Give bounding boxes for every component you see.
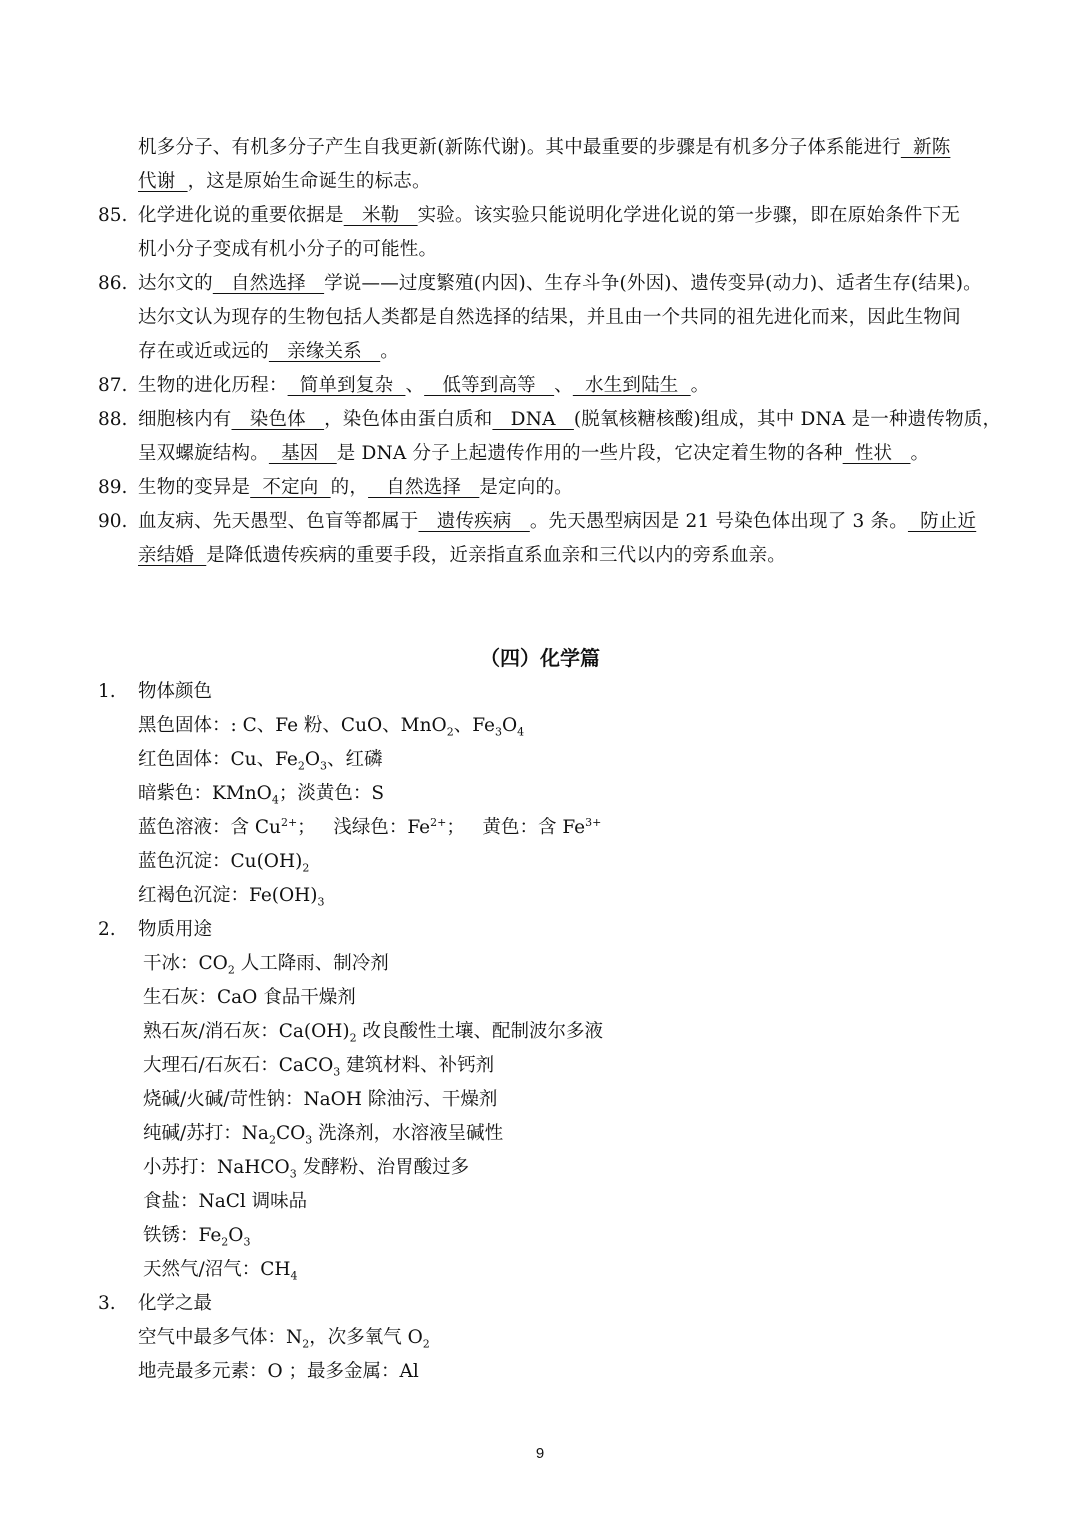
answer-blank: 遗传疾病: [418, 511, 530, 532]
answer-blank: 防止近: [907, 511, 977, 532]
answer-blank: 水生到陆生: [572, 375, 691, 396]
item-number: 87.: [98, 375, 128, 396]
text-line: 纯碱/苏打：$Na_2CO_3$ 洗涤剂，水溶液呈碱性: [143, 1123, 504, 1147]
answer-blank: 新陈: [900, 137, 951, 158]
text-line: 亲结婚 是降低遗传疾病的重要手段，近亲指直系血亲和三代以内的旁系血亲。: [138, 545, 786, 566]
item-number: 86.: [98, 273, 128, 294]
answer-blank: 代谢: [138, 171, 188, 192]
answer-blank: 米勒: [343, 205, 418, 226]
answer-blank: 染色体: [231, 409, 325, 430]
text-line: 生石灰：CaO 食品干燥剂: [143, 987, 356, 1008]
item-number: 89.: [98, 477, 128, 498]
answer-blank: 亲缘关系: [268, 341, 381, 362]
text-line: 烧碱/火碱/苛性钠：NaOH 除油污、干燥剂: [143, 1089, 498, 1110]
text-line: 代谢 ，这是原始生命诞生的标志。: [138, 171, 431, 192]
text-line: 机小分子变成有机小分子的可能性。: [138, 239, 438, 260]
text-line: 机多分子、有机多分子产生自我更新(新陈代谢)。其中最重要的步骤是有机多分子体系能进行 新陈: [138, 137, 951, 158]
answer-blank: 低等到高等: [424, 375, 555, 396]
text-line: 呈双螺旋结构。 基因 是 DNA 分子上起遗传作用的一些片段，它决定着生物的各种 性状 。: [138, 443, 930, 464]
item-number: 2.: [98, 919, 116, 940]
item-heading: 物质用途: [138, 919, 213, 940]
text-line: 达尔文认为现存的生物包括人类都是自然选择的结果，并且由一个共同的祖先进化而来，因此生物间: [138, 307, 961, 328]
text-line: 熟石灰/消石灰：$Ca(OH)_2$ 改良酸性土壤、配制波尔多液: [143, 1021, 604, 1045]
text-line: 干冰：$CO_2$ 人工降雨、制冷剂: [143, 953, 389, 977]
text-line: 蓝色沉淀：$Cu(OH)_2$: [138, 851, 310, 875]
text-line: 天然气/沼气：$CH_4$: [143, 1259, 298, 1283]
item-number: 85.: [98, 205, 128, 226]
page-number: 9: [535, 1445, 545, 1462]
answer-blank: 不定向: [250, 477, 331, 498]
answer-blank: 性状: [842, 443, 911, 464]
text-line: 生物的变异是 不定向 的， 自然选择 是定向的。: [138, 477, 573, 498]
text-line: 血友病、先天愚型、色盲等都属于 遗传疾病 。先天愚型病因是 21 号染色体出现了 3 条。 防止近: [138, 511, 977, 532]
text-line: 小苏打：NaHCO$_3$ 发酵粉、治胃酸过多: [143, 1157, 470, 1181]
text-line: 黑色固体：: C、Fe 粉、CuO、MnO$_2$、$Fe_3O_4$: [138, 715, 525, 739]
answer-blank: 基因: [268, 443, 337, 464]
text-line: 存在或近或远的 亲缘关系 。: [138, 341, 399, 362]
item-number: 1.: [98, 681, 116, 702]
text-line: 达尔文的 自然选择 学说——过度繁殖(内因)、生存斗争(外因)、遗传变异(动力)、适者生存(结果)。: [138, 273, 982, 294]
text-line: 食盐：NaCl 调味品: [143, 1191, 308, 1212]
text-line: 红褐色沉淀：$Fe(OH)_3$: [138, 885, 325, 909]
answer-blank: DNA: [492, 409, 574, 430]
text-line: 地壳最多元素：O ；最多金属：Al: [138, 1361, 419, 1382]
text-line: 红色固体：Cu、$Fe_2O_3$、红磷: [138, 749, 383, 773]
text-line: 空气中最多气体：$N_2$，次多氧气 $O_2$: [138, 1327, 430, 1351]
item-number: 88.: [98, 409, 128, 430]
answer-blank: 亲结婚: [138, 545, 207, 566]
answer-blank: 简单到复杂: [287, 375, 406, 396]
item-heading: 化学之最: [138, 1293, 213, 1314]
text-line: 暗紫色：KMnO$_4$；淡黄色：S: [138, 783, 385, 807]
item-number: 90.: [98, 511, 128, 532]
item-number: 3.: [98, 1293, 116, 1314]
text-line: 生物的进化历程： 简单到复杂 、 低等到高等 、 水生到陆生 。: [138, 375, 710, 396]
section-title: （四）化学篇: [480, 646, 600, 670]
answer-blank: 自然选择: [212, 273, 325, 294]
answer-blank: 自然选择: [368, 477, 480, 498]
item-heading: 物体颜色: [138, 681, 213, 702]
text-line: 大理石/石灰石：CaCO$_3$ 建筑材料、补钙剂: [143, 1055, 495, 1079]
text-line: 化学进化说的重要依据是 米勒 实验。该实验只能说明化学进化说的第一步骤，即在原始条件下无: [138, 205, 960, 226]
text-line: 铁锈：$Fe_2O_3$: [143, 1225, 251, 1249]
text-line: 细胞核内有 染色体 ，染色体由蛋白质和 DNA (脱氧核糖核酸)组成，其中 DNA 是一种遗传物质，: [138, 409, 1002, 430]
text-line: 蓝色溶液：含 $Cu^{2+}$； 浅绿色：$Fe^{2+}$； 黄色：含 $Fe^{3+}$: [138, 815, 602, 838]
